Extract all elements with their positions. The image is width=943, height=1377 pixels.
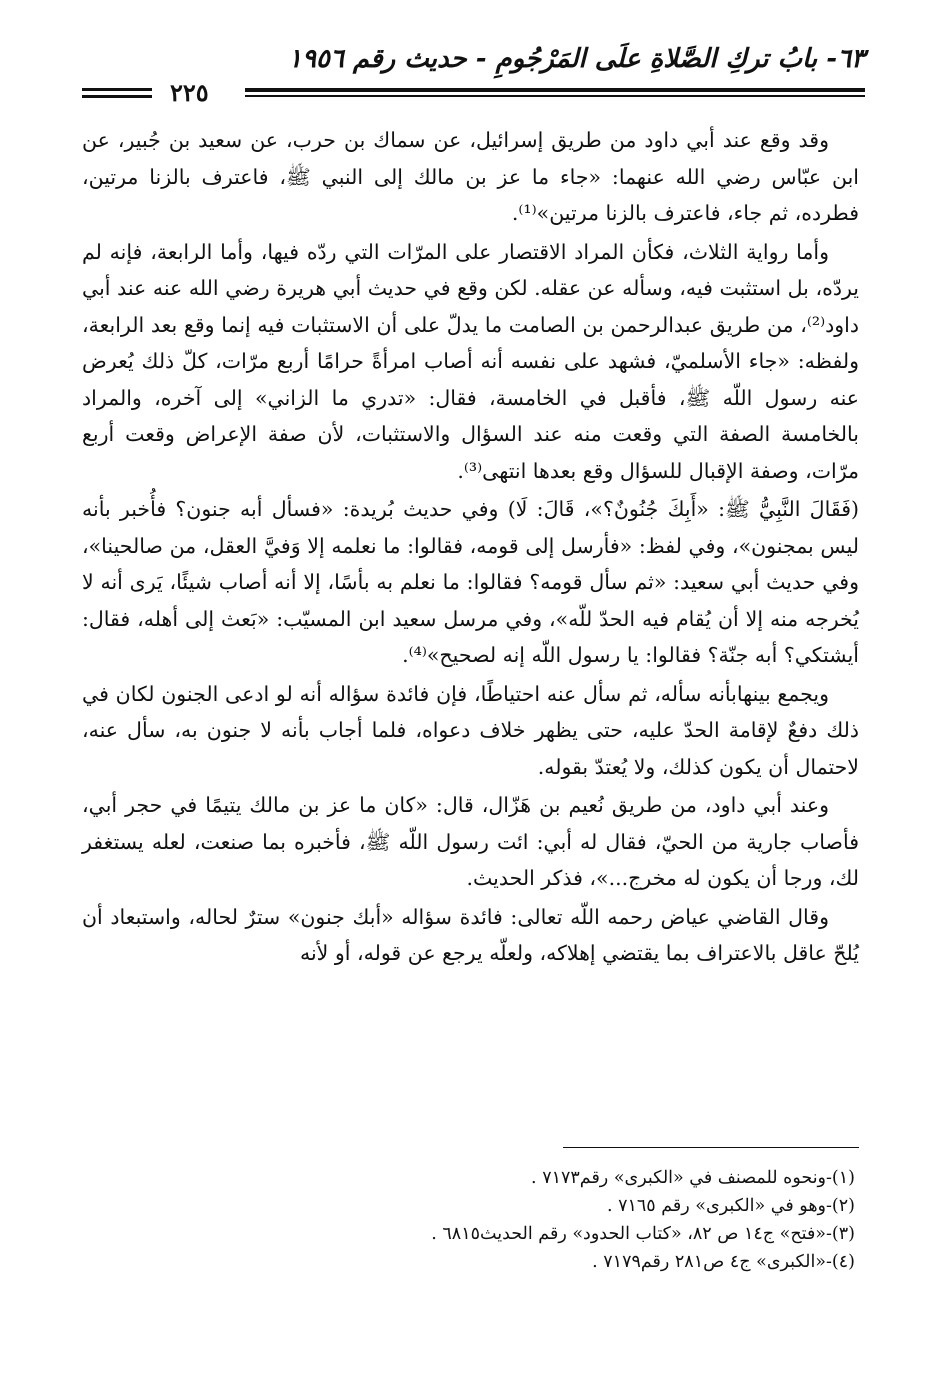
footnote-1: (١)-ونحوه للمصنف في «الكبرى» رقم٧١٧٣ . (531, 1168, 855, 1188)
paragraph-nuaym-hazzal: وعند أبي داود، من طريق نُعيم بن هَزّال، قال: «كان ما عز بن مالك يتيمًا في حجر أبي، فأصاب جارية من الحيّ، فقال له أبي: ائت رسول اللّه ﷺ، فأخبره بما صنعت، لعله يستغفر لك، ورجا أن يكون له مخرج...»، فذكر الحديث. (82, 793, 859, 890)
footnote-3: (٣)-«فتح» ج١٤ ص ٨٢، «كتاب الحدود» رقم الحديث٦٨١٥ . (431, 1224, 855, 1244)
footnote-2: (٢)-وهو في «الكبرى» رقم ٧١٦٥ . (606, 1196, 855, 1216)
page-number-rule (82, 88, 152, 91)
paragraph-abu-dawud-israil: وقد وقع عند أبي داود من طريق إسرائيل، عن سماك بن حرب، عن سعيد بن جُبير، عن ابن عبّاس رضي الله عنهما: «جاء ما عز بن مالك إلى النبي ﷺ، فاعترف بالزنا مرتين، فطرده، ثم جاء، فاعترف بالزنا مرتين»⁽¹⁾. (82, 128, 859, 225)
header-rule-thin (245, 95, 865, 97)
paragraph-qadi-iyad: وقال القاضي عياض رحمه اللّه تعالى: فائدة سؤاله «أبك جنون» سترٌ لحاله، واستبعاد أن يُلحّ عاقل بالاعتراف بما يقتضي إهلاكه، ولعلّه يرجع عن قوله، أو لأنه (82, 904, 859, 965)
footnote-separator (563, 1147, 859, 1148)
header-rule (245, 88, 865, 92)
running-header (82, 40, 865, 107)
paragraph-three-narration: وأما رواية الثلاث، فكأن المراد الاقتصار على المرّات التي ردّه فيها، وأما الرابعة، فإنه لم يردّه، بل استثبت فيه، وسأله عن عقله. لكن وقع في حديث أبي هريرة رضي الله عنه عند أبي داود⁽²⁾، من طريق عبدالرحمن بن الصامت ما يدلّ على أن الاستثبات فيه إنما وقع بعد الرابعة، ولفظه: «جاء الأسلميّ، فشهد على نفسه أنه أصاب امرأةً حرامًا أربع مرّات، كلّ ذلك يُعرض عنه رسول اللّه ﷺ، فأقبل في الخامسة، فقال: «تدري ما الزاني» إلى آخره، والمراد بالخامسة الصفة التي وقعت منه عند السؤال والاستثبات، لأن صفة الإعراض وقعت أربع مرّات، وصفة الإقبال للسؤال وقع بعدها انتهى⁽³⁾. (82, 239, 859, 483)
chapter-title: ٦٣- بابُ تركِ الصَّلاةِ علَى المَرْجُومِ - حديث رقم ١٩٥٦ (287, 44, 865, 74)
page-number-rule-lower (82, 95, 152, 98)
main-text (82, 122, 859, 973)
footnote-4: (٤)-«الكبرى» ج٤ ص٢٨١ رقم٧١٧٩ . (592, 1252, 855, 1272)
page-number: ٢٢٥ (170, 78, 209, 107)
footnotes-list (82, 1164, 855, 1276)
paragraph-prophet-question: (فَقَالَ النَّبِيُّ ﷺ: «أَبِكَ جُنُونٌ؟»، قَالَ: لَا) وفي حديث بُريدة: «فسأل أبه جنون؟ فأُخبر بأنه ليس بمجنون»، وفي لفظ: «فأرسل إلى قومه، فقالوا: ما نعلمه إلا وَفيَّ العقل، من صالحينا»، وفي حديث أبي سعيد: «ثم سأل قومه؟ فقالوا: ما نعلم به بأسًا، إلا أنه أصاب شيئًا، يَرى أنه لا يُخرجه منه إلا أن يُقام فيه الحدّ للّه»، وفي مرسل سعيد ابن المسيّب: «بَعث إلى أهله، فقال: أيشتكي؟ أبه جنّة؟ فقالوا: يا رسول اللّه إنه لصحيح»⁽⁴⁾. (82, 497, 859, 667)
paragraph-reconciliation: ويجمع بينهابأنه سأله، ثم سأل عنه احتياطًا، فإن فائدة سؤاله أنه لو ادعى الجنون لكان في ذلك دفعٌ لإقامة الحدّ عليه، حتى يظهر خلاف دعواه، فلما أجاب بأنه لا جنون به، سأل عنه، لاحتمال أن يكون كذلك، ولا يُعتدّ بقوله. (82, 681, 859, 779)
